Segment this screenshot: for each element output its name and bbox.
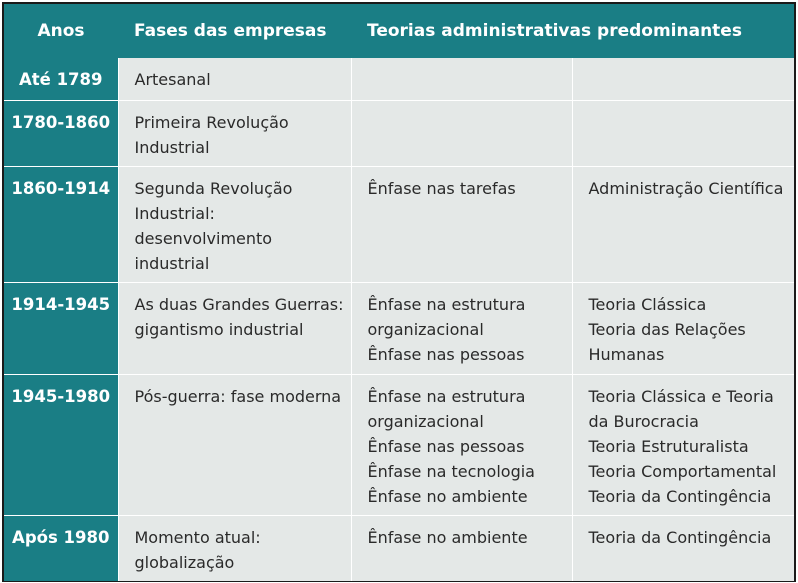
table-row — [4, 515, 794, 581]
fase-line: Momento atual: — [134, 527, 261, 547]
fase-line: globalização — [134, 552, 235, 572]
table-row — [4, 100, 794, 166]
teoria-line: Administração Científica — [588, 178, 784, 198]
enfase-cell — [351, 58, 572, 100]
fase-cell — [118, 58, 351, 100]
enfase-cell — [351, 282, 572, 374]
header-teorias: Teorias administrativas predominantes — [351, 4, 794, 58]
teoria-line: Teoria Comportamental — [588, 461, 777, 481]
fase-line: industrial — [134, 253, 210, 273]
fase-line: Segunda Revolução — [134, 178, 293, 198]
fase-line: Industrial — [134, 137, 210, 157]
fase-line: Artesanal — [134, 70, 211, 89]
fase-cell — [118, 374, 351, 515]
table-row — [4, 58, 794, 100]
enfase-line: Ênfase nas pessoas — [367, 436, 525, 456]
fase-cell — [118, 515, 351, 581]
table-row — [4, 166, 794, 282]
header-anos: Anos — [4, 4, 118, 58]
history-table — [4, 4, 794, 581]
table-frame — [2, 2, 796, 582]
fase-line: Primeira Revolução — [134, 112, 289, 132]
teoria-line: Teoria da Contingência — [588, 486, 772, 506]
teoria-cell — [572, 100, 794, 166]
enfase-line: Ênfase nas tarefas — [367, 178, 516, 198]
year-cell: Até 1789 — [4, 58, 118, 100]
year-cell: 1945-1980 — [4, 374, 118, 515]
year-cell: 1914-1945 — [4, 282, 118, 374]
fase-line: gigantismo industrial — [134, 319, 304, 339]
year-cell: 1860-1914 — [4, 166, 118, 282]
table-row — [4, 282, 794, 374]
teoria-cell — [572, 282, 794, 374]
enfase-line: Ênfase na estrutura — [367, 294, 526, 314]
table-body — [4, 58, 794, 581]
year-cell: Após 1980 — [4, 515, 118, 581]
teoria-cell — [572, 166, 794, 282]
teoria-line: Teoria Estruturalista — [588, 436, 749, 456]
fase-line: Industrial: — [134, 203, 215, 223]
enfase-line: organizacional — [367, 411, 484, 431]
enfase-cell — [351, 100, 572, 166]
header-row — [4, 4, 794, 58]
enfase-cell — [351, 515, 572, 581]
teoria-line: Teoria das Relações — [588, 319, 746, 339]
teoria-cell — [572, 58, 794, 100]
enfase-line: Ênfase no ambiente — [367, 527, 528, 547]
enfase-cell — [351, 374, 572, 515]
teoria-cell — [572, 515, 794, 581]
teoria-line: da Burocracia — [588, 411, 699, 431]
year-cell: 1780-1860 — [4, 100, 118, 166]
fase-cell — [118, 166, 351, 282]
teoria-cell — [572, 374, 794, 515]
header-fases: Fases das empresas — [118, 4, 351, 58]
enfase-line: Ênfase na estrutura — [367, 386, 526, 406]
fase-cell — [118, 100, 351, 166]
teoria-line: Teoria da Contingência — [588, 527, 772, 547]
table-row — [4, 374, 794, 515]
enfase-line: Ênfase no ambiente — [367, 486, 528, 506]
teoria-line: Teoria Clássica e Teoria — [588, 386, 774, 406]
fase-cell — [118, 282, 351, 374]
enfase-cell — [351, 166, 572, 282]
teoria-line: Humanas — [588, 344, 665, 364]
enfase-line: organizacional — [367, 319, 484, 339]
fase-line: Pós-guerra: fase moderna — [134, 386, 342, 406]
enfase-line: Ênfase na tecnologia — [367, 461, 535, 481]
fase-line: desenvolvimento — [134, 228, 273, 248]
fase-line: As duas Grandes Guerras: — [134, 294, 344, 314]
teoria-line: Teoria Clássica — [588, 294, 707, 314]
enfase-line: Ênfase nas pessoas — [367, 344, 525, 364]
